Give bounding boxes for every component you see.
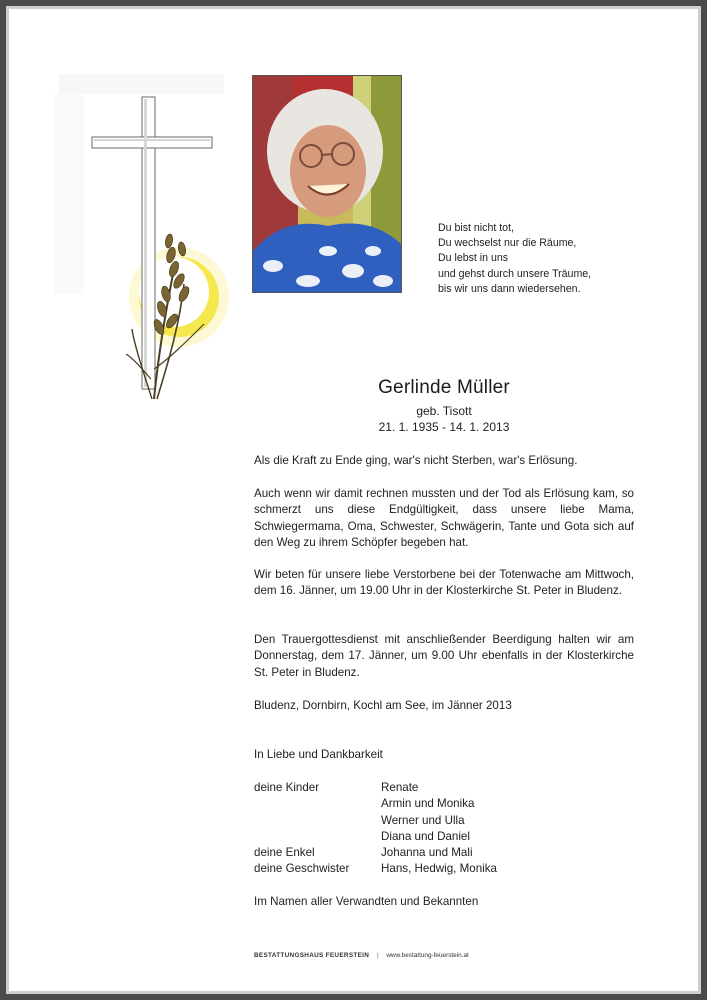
wake-paragraph: Wir beten für unsere liebe Verstorbene bei der Totenwache am Mittwoch, dem 16. Jänner, um 19.00 Uhr in der Klosterkirche St. Peter in Bludenz.: [254, 568, 634, 598]
announcement-paragraph: Auch wenn wir damit rechnen mussten und der Tod als Erlösung kam, so schmerzt uns diese Endgültigkeit, dass unsere liebe Mama, Schwiegermama, Oma, Schwester, Schwägerin, Tante und Gota sich auf den Weg zu ihrem Schöpfer begeben hat.: [254, 487, 634, 549]
verse-line: bis wir uns dann wiedersehen.: [438, 282, 581, 295]
love-gratitude-line: In Liebe und Dankbarkeit: [254, 748, 383, 761]
deceased-name: Gerlinde Müller: [378, 377, 510, 398]
relative-names: Werner und Ulla: [381, 813, 465, 827]
verse-line: und gehst durch unsere Träume,: [438, 267, 592, 280]
relatives-row: [254, 813, 634, 829]
relatives-list: [254, 780, 634, 878]
relatives-row: [254, 845, 634, 861]
relative-names: Johanna und Mali: [381, 846, 473, 860]
footer-separator: |: [376, 952, 379, 959]
memorial-verse: [438, 221, 658, 297]
life-dates: 21. 1. 1935 - 14. 1. 2013: [378, 420, 510, 434]
relative-names: Hans, Hedwig, Monika: [381, 862, 497, 876]
website-link[interactable]: www.bestattung-feuerstein.at: [386, 952, 469, 959]
funeral-home-name: BESTATTUNGSHAUS FEUERSTEIN: [254, 952, 370, 959]
relation-label: [254, 829, 381, 845]
funeral-paragraph: Den Trauergottesdienst mit anschließender Beerdigung halten wir am Donnerstag, dem 17. Jänner, um 9.00 Uhr ebenfalls in der Klosterkirche St. Peter in Bludenz.: [254, 633, 634, 679]
relation-label: deine Geschwister: [254, 862, 350, 876]
relative-names: Diana und Daniel: [381, 829, 470, 843]
maiden-name: geb. Tisott: [416, 404, 472, 418]
obituary-card: [9, 9, 698, 991]
opening-line: Als die Kraft zu Ende ging, war's nicht Sterben, war's Erlösung.: [254, 454, 578, 467]
verse-line: Du bist nicht tot,: [438, 222, 514, 234]
frame-border: [6, 6, 701, 994]
place-date-line: Bludenz, Dornbirn, Kochl am See, im Jänner 2013: [254, 699, 512, 712]
cross-with-wheat-icon: [54, 69, 254, 414]
relation-label: deine Enkel: [254, 846, 315, 860]
portrait-photo: [252, 75, 402, 293]
relatives-row: [254, 861, 634, 877]
closing-line: Im Namen aller Verwandten und Bekannten: [254, 895, 479, 908]
relative-names: Renate: [381, 781, 419, 794]
relatives-row: [254, 780, 634, 796]
relation-label: deine Kinder: [254, 781, 320, 794]
relation-label: [254, 796, 381, 812]
footer: [254, 952, 469, 959]
verse-line: Du wechselst nur die Räume,: [438, 237, 577, 250]
relatives-row: [254, 829, 634, 845]
relatives-row: [254, 796, 634, 812]
relative-names: Armin und Monika: [381, 797, 475, 811]
relation-label: [254, 813, 381, 829]
verse-line: Du lebst in uns: [438, 252, 509, 265]
